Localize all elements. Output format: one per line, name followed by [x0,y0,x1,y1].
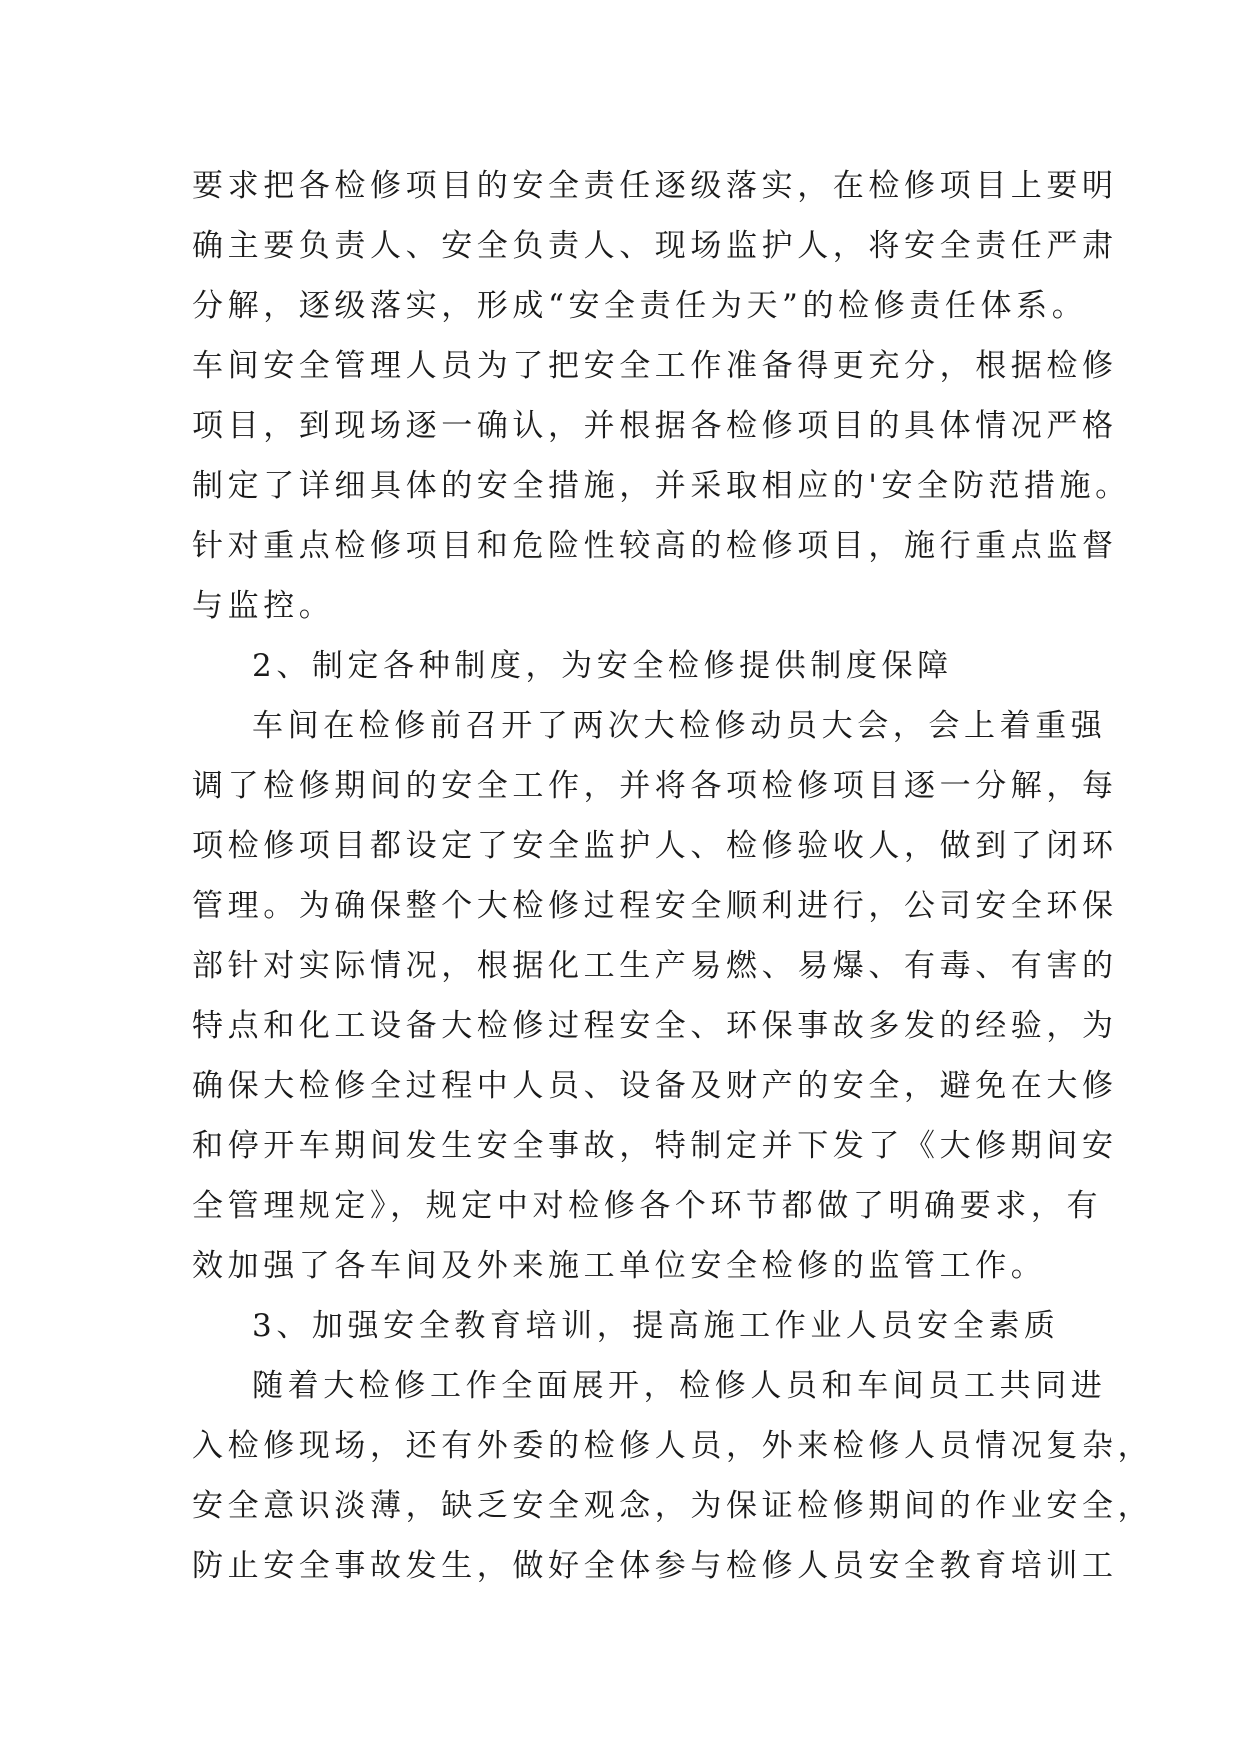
text-line: 制定了详细具体的安全措施，并采取相应的'安全防范措施。 [192,468,1131,504]
heading-line: 3、加强安全教育培训，提高施工作业人员安全素质 [252,1308,1060,1344]
text-line: 车间安全管理人员为了把安全工作准备得更充分，根据检修 [192,348,1118,384]
text-line: 车间在检修前召开了两次大检修动员大会，会上着重强 [252,708,1107,744]
text-line: 和停开车期间发生安全事故，特制定并下发了《大修期间安 [192,1128,1118,1164]
section-heading-3 [192,1296,1060,1356]
text-line: 分解，逐级落实，形成“安全责任为天”的检修责任体系。 [192,288,1088,324]
text-line: 要求把各检修项目的安全责任逐级落实，在检修项目上要明 [192,168,1118,204]
document-body [192,156,1154,1596]
section-heading-2 [192,636,1052,696]
text-line: 防止安全事故发生，做好全体参与检修人员安全教育培训工 [192,1548,1118,1584]
text-line: 与监控。 [192,588,335,624]
paragraph-section-2 [192,696,1118,1296]
text-line: 管理。为确保整个大检修过程安全顺利进行，公司安全环保 [192,888,1118,924]
heading-line: 2、制定各种制度，为安全检修提供制度保障 [252,648,953,684]
paragraph-continued [192,156,1131,636]
text-line: 入检修现场，还有外委的检修人员，外来检修人员情况复杂， [192,1428,1154,1464]
text-line: 确主要负责人、安全负责人、现场监护人，将安全责任严肃 [192,228,1118,264]
text-line: 针对重点检修项目和危险性较高的检修项目，施行重点监督 [192,528,1118,564]
text-line: 项检修项目都设定了安全监护人、检修验收人，做到了闭环 [192,828,1118,864]
text-line: 全管理规定》，规定中对检修各个环节都做了明确要求，有 [192,1188,1103,1224]
text-line: 效加强了各车间及外来施工单位安全检修的监管工作。 [192,1248,1047,1284]
text-line: 安全意识淡薄，缺乏安全观念，为保证检修期间的作业安全， [192,1488,1154,1524]
text-line: 调了检修期间的安全工作，并将各项检修项目逐一分解，每 [192,768,1118,804]
text-line: 项目，到现场逐一确认，并根据各检修项目的具体情况严格 [192,408,1118,444]
text-line: 部针对实际情况，根据化工生产易燃、易爆、有毒、有害的 [192,948,1118,984]
text-line: 确保大检修全过程中人员、设备及财产的安全，避免在大修 [192,1068,1118,1104]
paragraph-section-3 [192,1356,1154,1596]
text-line: 随着大检修工作全面展开，检修人员和车间员工共同进 [252,1368,1107,1404]
text-line: 特点和化工设备大检修过程安全、环保事故多发的经验，为 [192,1008,1118,1044]
